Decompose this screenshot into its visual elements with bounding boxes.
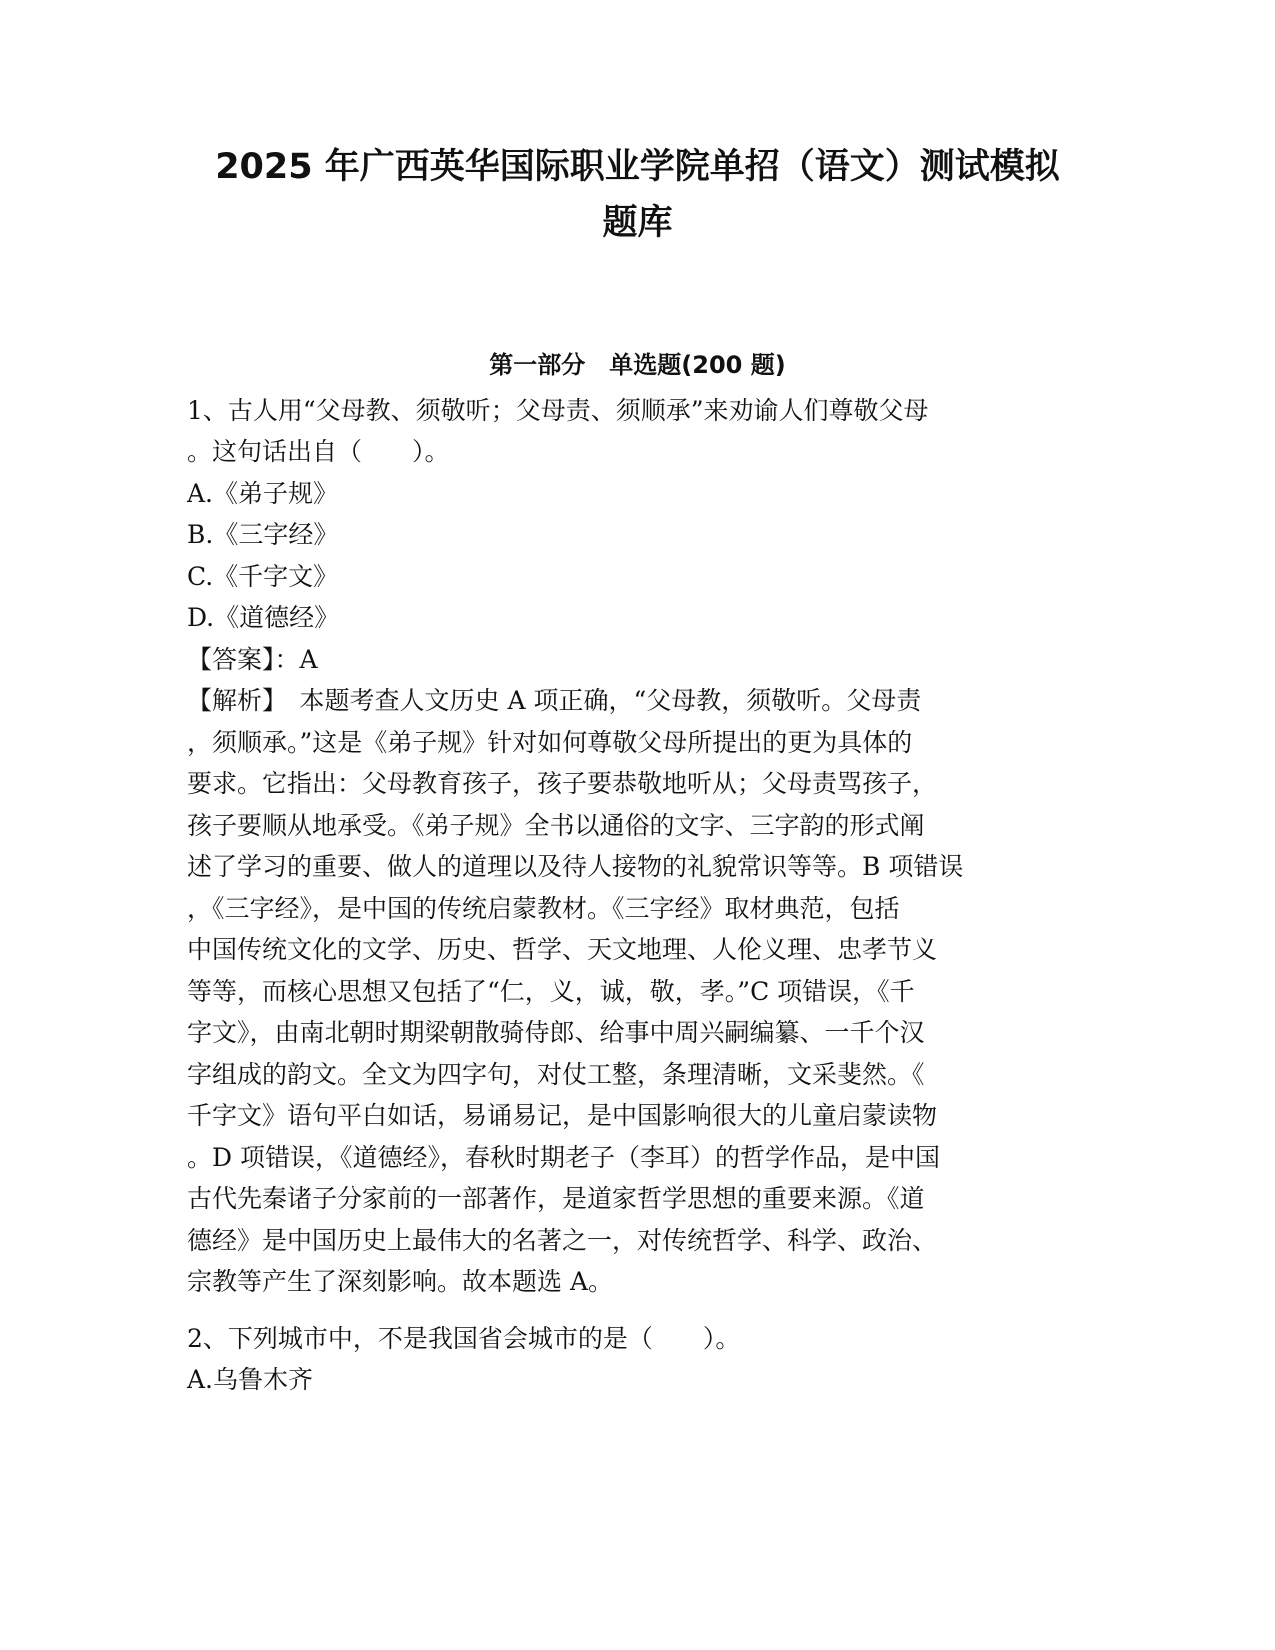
explanation-line: 【解析】 本题考查人文历史 A 项正确，“父母教，须敬听。父母责 [187,686,922,715]
answer-line: 【答案】：A [187,645,318,674]
explanation-line: 中国传统文化的文学、历史、哲学、天文地理、人伦义理、忠孝节义 [187,935,938,964]
explanation-line: 述了学习的重要、做人的道理以及待人接物的礼貌常识等等。B 项错误 [187,852,964,881]
option-a: A.乌鲁木齐 [187,1365,314,1394]
document-title-line-1: 2025 年广西英华国际职业学院单招（语文）测试模拟 [215,147,1060,187]
question-stem-line: 1、古人用“父母教、须敬听；父母责、须顺承”来劝谕人们尊敬父母 [187,396,929,425]
explanation-line: ，《三字经》，是中国的传统启蒙教材。《三字经》取材典范，包括 [187,894,900,923]
explanation-line: 要求。它指出：父母教育孩子，孩子要恭敬地听从；父母责骂孩子， [187,769,938,798]
option-a: A.《弟子规》 [187,479,339,508]
explanation-line: 德经》是中国历史上最伟大的名著之一，对传统哲学、科学、政治、 [187,1226,938,1255]
explanation-line: 宗教等产生了深刻影响。故本题选 A。 [187,1267,614,1296]
option-c: C.《千字文》 [187,562,339,591]
explanation-line: 。D 项错误，《道德经》，春秋时期老子（李耳）的哲学作品，是中国 [187,1143,940,1172]
option-b: B.《三字经》 [187,520,339,549]
document-title-line-2: 题库 [602,203,673,243]
explanation-line: 等等，而核心思想又包括了“仁，义，诚，敬，孝。”C 项错误，《千 [187,977,915,1006]
section-heading: 第一部分 单选题(200 题) [489,351,786,379]
explanation-line: 古代先秦诸子分家前的一部著作，是道家哲学思想的重要来源。《道 [187,1184,925,1213]
question-stem-line: 2、下列城市中，不是我国省会城市的是（ ）。 [187,1324,741,1353]
explanation-line: ，须顺承。”这是《弟子规》针对如何尊敬父母所提出的更为具体的 [187,728,913,757]
explanation-line: 孩子要顺从地承受。《弟子规》全书以通俗的文字、三字韵的形式阐 [187,811,925,840]
explanation-line: 千字文》语句平白如话，易诵易记，是中国影响很大的儿童启蒙读物 [187,1101,938,1130]
question-stem-line: 。这句话出自（ ）。 [187,437,450,466]
explanation-line: 字文》，由南北朝时期梁朝散骑侍郎、给事中周兴嗣编纂、一千个汉 [187,1018,925,1047]
option-d: D.《道德经》 [187,603,340,632]
explanation-line: 字组成的韵文。全文为四字句，对仗工整，条理清晰，文采斐然。《 [187,1060,925,1089]
